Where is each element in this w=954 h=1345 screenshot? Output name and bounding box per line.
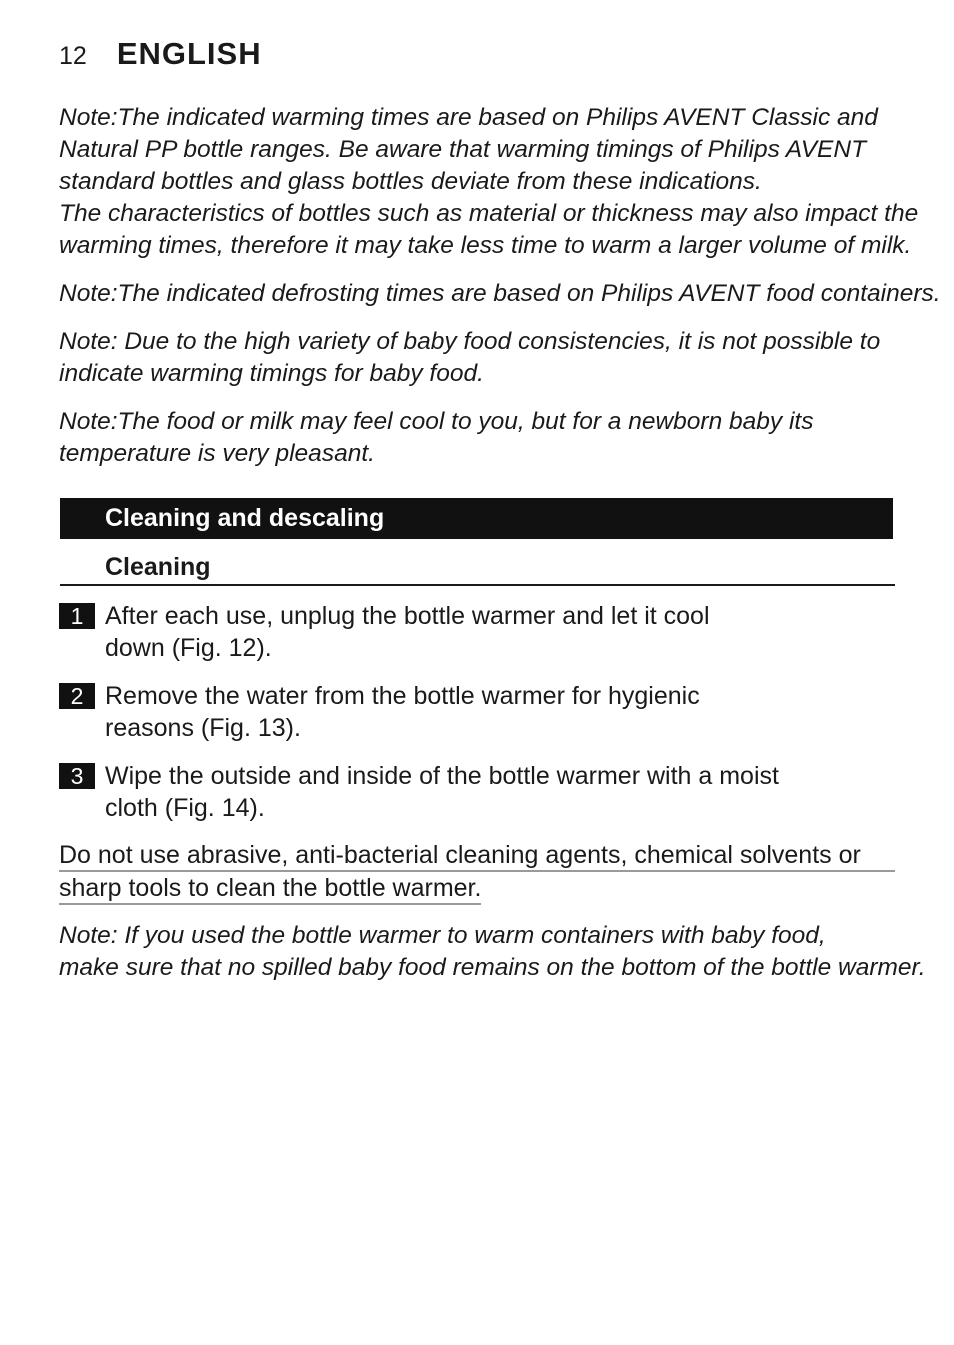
note-food-temperature (59, 406, 895, 470)
cleaning-warning (59, 840, 895, 905)
step-text-line: Remove the water from the bottle warmer for hygienic (105, 682, 700, 710)
note-line: Note: Due to the high variety of baby food consistencies, it is not possible to (59, 328, 881, 355)
step-text-line: reasons (Fig. 13). (105, 714, 301, 742)
step-item (59, 760, 895, 824)
note-spilled-baby-food (59, 920, 926, 984)
note-line: temperature is very pleasant. (59, 440, 375, 467)
subsection-heading-cleaning: Cleaning (60, 548, 895, 586)
page-number: 12 (59, 42, 87, 70)
notes-block (59, 102, 941, 486)
cleaning-steps-list (59, 600, 895, 840)
note-line: The characteristics of bottles such as material or thickness may also impact the (59, 200, 919, 227)
warning-line: Do not use abrasive, anti-bacterial cleaning agents, chemical solvents or (59, 840, 895, 872)
step-text-line: down (Fig. 12). (105, 634, 272, 662)
note-line: standard bottles and glass bottles deviate from these indications. (59, 168, 762, 195)
step-text-line: Wipe the outside and inside of the bottle warmer with a moist (105, 762, 779, 790)
step-item (59, 680, 895, 744)
note-line: make sure that no spilled baby food remains on the bottom of the bottle warmer. (59, 954, 926, 981)
step-text-line: After each use, unplug the bottle warmer and let it cool (105, 602, 710, 630)
note-line: indicate warming timings for baby food. (59, 360, 484, 387)
note-line: Note:The indicated defrosting times are based on Philips AVENT food containers. (59, 280, 941, 307)
step-number-badge: 3 (59, 763, 95, 789)
note-line: Note:The food or milk may feel cool to you, but for a newborn baby its (59, 408, 814, 435)
note-line: Natural PP bottle ranges. Be aware that warming timings of Philips AVENT (59, 136, 867, 163)
note-line: Note:The indicated warming times are based on Philips AVENT Classic and (59, 104, 878, 131)
note-warming-times (59, 102, 919, 262)
page-language-heading: ENGLISH (116, 36, 262, 71)
note-line: Note: If you used the bottle warmer to warm containers with baby food, (59, 922, 826, 949)
step-item (59, 600, 895, 664)
step-number-badge: 2 (59, 683, 95, 709)
note-line: warming times, therefore it may take less time to warm a larger volume of milk. (59, 232, 912, 259)
section-heading-cleaning-and-descaling: Cleaning and descaling (60, 498, 893, 539)
step-number-badge: 1 (59, 603, 95, 629)
warning-line: sharp tools to clean the bottle warmer. (59, 873, 481, 905)
note-defrosting-times (59, 278, 941, 310)
step-text-line: cloth (Fig. 14). (105, 794, 265, 822)
note-baby-food-consistency (59, 326, 895, 390)
page-header (59, 36, 262, 72)
